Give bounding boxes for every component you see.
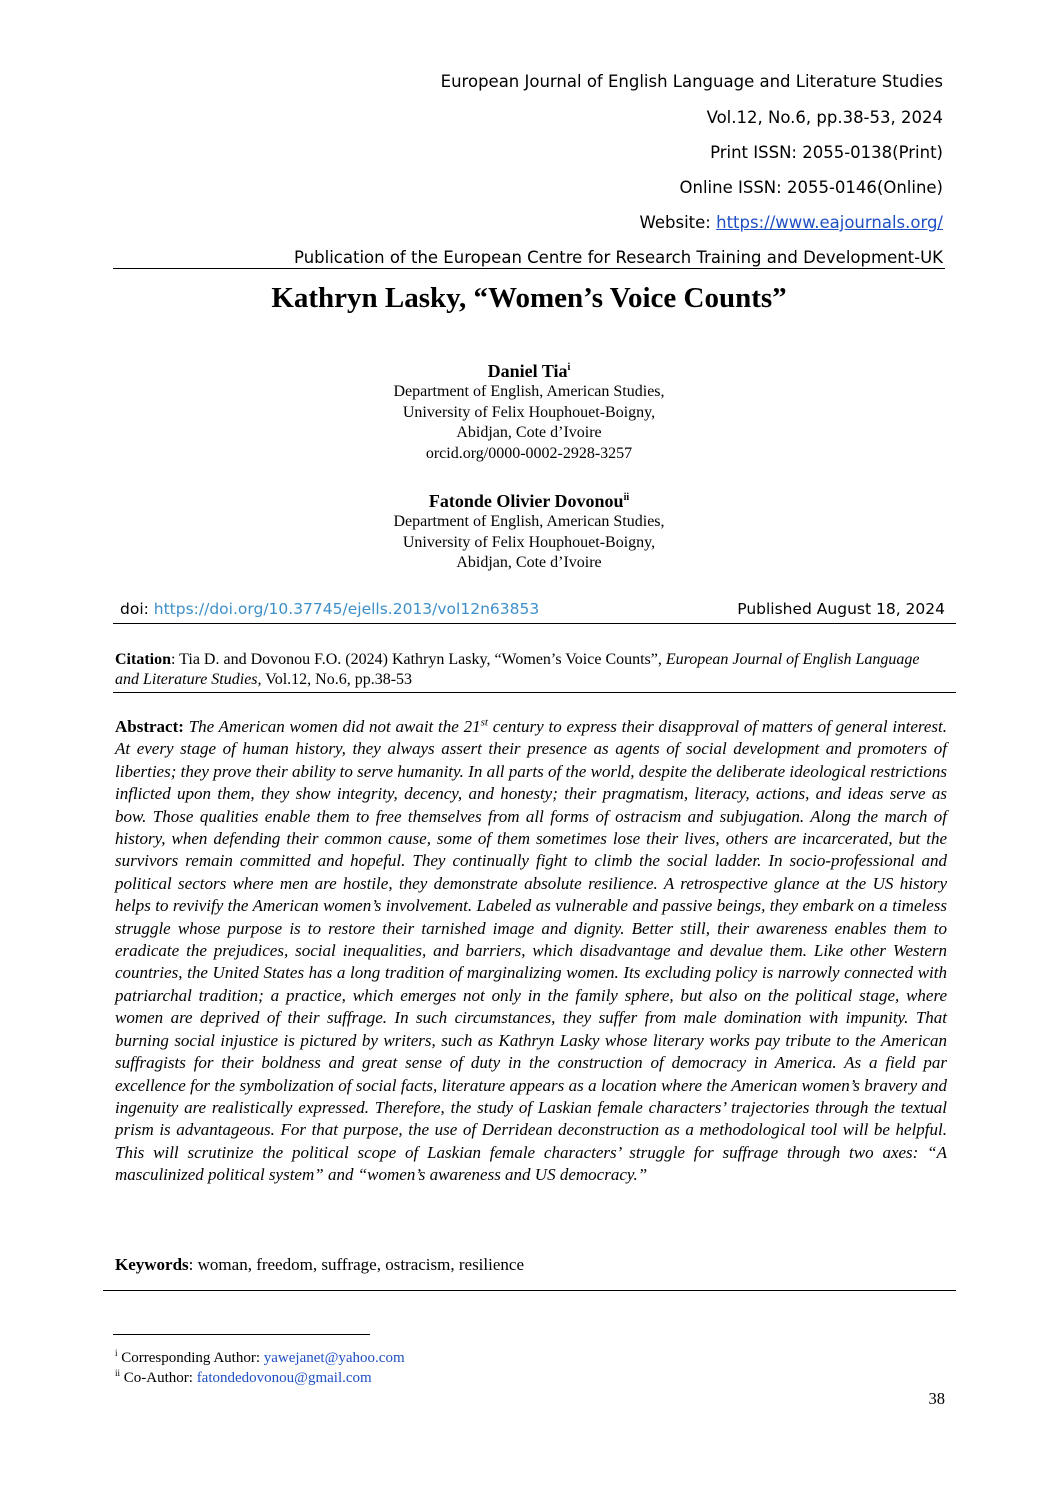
author-name [0,360,1058,382]
author-footnote-mark: ii [623,492,630,503]
footnote-separator [113,1334,370,1335]
affiliation-line: Abidjan, Cote d’Ivoire [456,554,602,571]
doi-link[interactable]: https://doi.org/10.37745/ejells.2013/vol12n63853 [153,600,540,618]
abstract-label: Abstract: [115,717,184,736]
author-name-text: Fatonde Olivier Dovonou [428,491,624,511]
citation [115,650,947,690]
keywords-rule [103,1290,956,1291]
keywords [115,1254,947,1276]
affiliation-line: University of Felix Houphouet-Boigny, [402,403,656,421]
footnote-2 [115,1368,372,1387]
affiliation-line: Abidjan, Cote d’Ivoire [456,424,602,441]
orcid-line: orcid.org/0000-0002-2928-3257 [425,444,633,462]
author-footnote-mark: i [567,362,571,373]
doi-label: doi: [120,600,154,618]
abstract [115,716,947,1187]
author-name-text: Daniel Tia [487,361,568,381]
affiliation-line: Department of English, American Studies, [393,383,665,400]
email-link[interactable]: fatondedovonou@gmail.com [196,1370,372,1386]
citation-label: Citation [115,651,171,668]
online-issn: Online ISSN: 2055-0146(Online) [679,178,943,197]
published-date: Published August 18, 2024 [737,600,945,618]
citation-text: : Tia D. and Dovonou F.O. (2024) Kathryn Lasky, “Women’s Voice Counts”, [171,651,666,668]
abstract-text-part: century to express their disapproval of matters of general interest. At every stage of human history, they always assert their presence as agents of social development and promoters of liberties; they prove their ability to serve humanity. In all parts of the world, despite the deliberate ideological restrictions inflicted upon them, they show integrity, decency, and honesty; their pragmatism, literacy, actions, and ideas serve as bow. Those qualities enable them to free themselves from all forms of ostracism and subjugation. Along the march of history, when defending their common cause, some of them sometimes lose their lives, others are incarcerated, but the survivors remain committed and hopeful. They continually fight to climb the social ladder. In socio-professional and political sectors where men are hostile, they demonstrate absolute resilience. A retrospective glance at the US history helps to revivify the American women’s involvement. Labeled as vulnerable and passive beings, they embark on a timeless struggle whose purpose is to restore their tarnished image and dignity. Better still, their awareness enables them to eradicate the prejudices, social inequalities, and barriers, which disadvantage and devalue them. Like other Western countries, the United States has a long tradition of marginalizing women. Its excluding policy is narrowly connected with patriarchal tradition; a practice, which emerges not only in the family sphere, but also on the political stage, where women are deprived of their suffrage. In such circumstances, they suffer from male domination with impunity. That burning social injustice is pictured by writers, such as Kathryn Lasky whose literary works pay tribute to the American suffragists for their boldness and great sense of duty in the construction of democracy in America. As a field par excellence for the symbolization of social facts, literature appears as a location where the American women’s bravery and ingenuity are realistically expressed. Therefore, the study of Laskian female characters’ trajectories through the textual prism is advantageous. For that purpose, the use of Derridean deconstruction as a methodological tool will be helpful. This will scrutinize the political scope of Laskian female characters’ struggle for suffrage through two axes: “A masculinized political system” and “women’s awareness and US democracy.” [115,717,947,1185]
paper-title: Kathryn Lasky, “Women’s Voice Counts” [271,282,787,314]
footnote-label: Co-Author: [120,1370,197,1386]
publisher-line: Publication of the European Centre for Research Training and Development-UK [294,248,943,267]
citation-tail: Vol.12, No.6, pp.38-53 [261,671,413,688]
keywords-label: Keywords [115,1255,189,1274]
website-link[interactable]: https://www.eajournals.org/ [716,213,943,232]
email-link[interactable]: yawejanet@yahoo.com [263,1350,405,1366]
website-label: Website: [639,213,717,232]
doi-rule [113,623,956,624]
footnote-label: Corresponding Author: [117,1350,264,1366]
author-name [0,490,1058,512]
citation-rule [113,692,956,693]
page-number: 38 [928,1389,945,1408]
journal-name: European Journal of English Language and Literature Studies [440,72,943,91]
abstract-ordinal: st [480,716,488,729]
abstract-text [115,717,947,1184]
author-block-1 [0,360,1058,464]
affiliation-line: University of Felix Houphouet-Boigny, [402,533,656,551]
print-issn: Print ISSN: 2055-0138(Print) [710,143,943,162]
footnote-1 [115,1348,405,1367]
citation-journal: European Journal of English Language and Literature Studies, [115,651,920,688]
volume-info: Vol.12, No.6, pp.38-53, 2024 [706,108,943,127]
footnote-mark: i [115,1348,118,1358]
author-block-2 [0,490,1058,574]
keywords-text: : woman, freedom, suffrage, ostracism, resilience [188,1255,524,1274]
doi-row [120,600,945,618]
affiliation-line: Department of English, American Studies, [393,513,665,530]
abstract-text-part: The American women did not await the 21 [183,717,481,736]
website-line [640,213,943,232]
header-rule [113,268,945,269]
footnote-mark: ii [115,1368,121,1378]
